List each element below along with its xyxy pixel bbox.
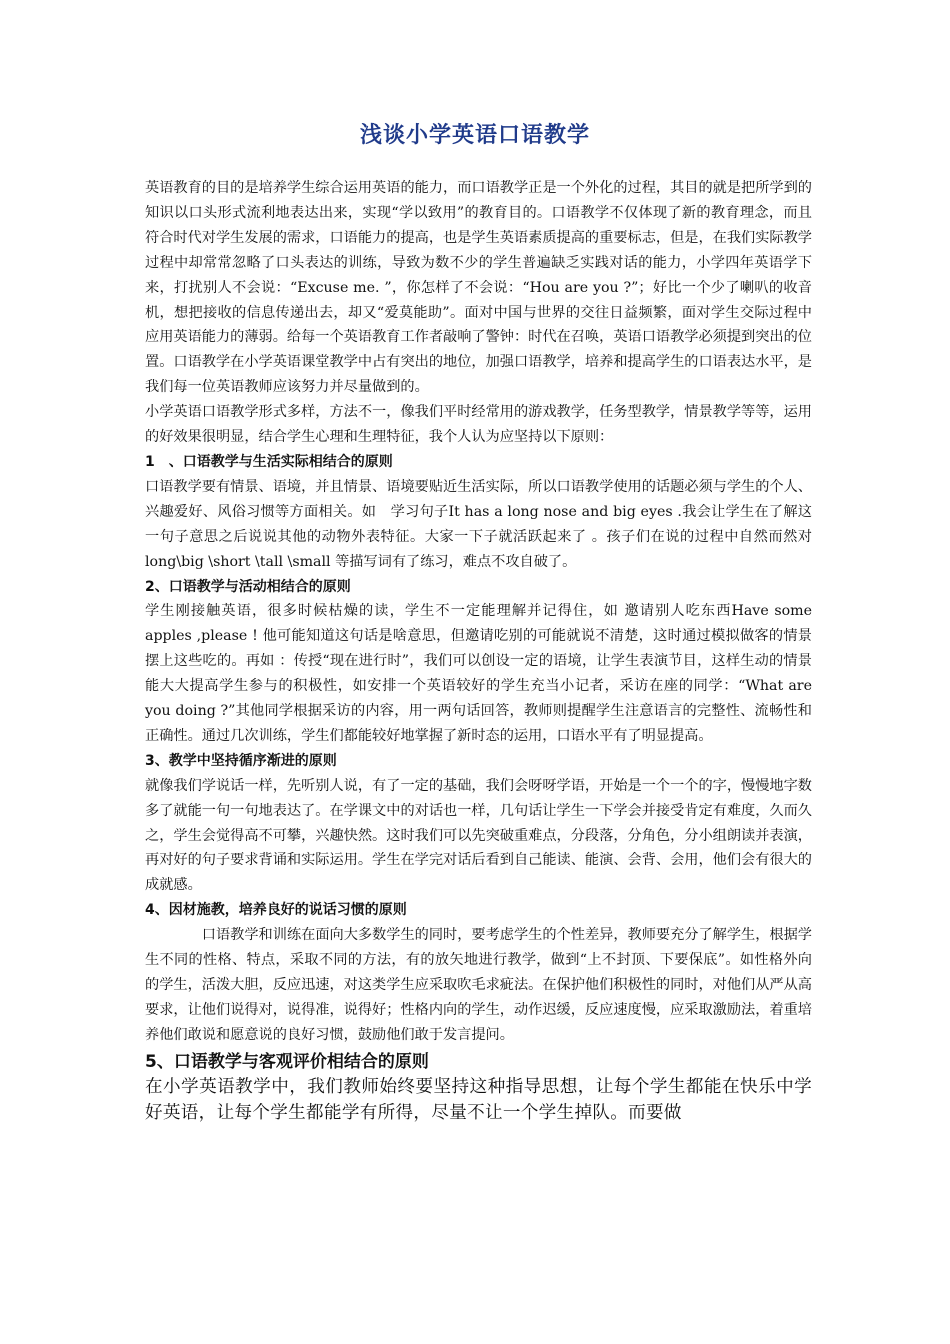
document-title: 浅谈小学英语口语教学 bbox=[359, 123, 590, 148]
intro-paragraph-2: 小学英语口语教学形式多样，方法不一，像我们平时经常用的游戏教学，任务型教学，情景教学等等，运用的好效果很明显，结合学生心理和生理特征，我个人认为应坚持以下原则： bbox=[145, 404, 812, 446]
section-2-body: 学生刚接触英语，很多时候枯燥的读，学生不一定能理解并记得住，如 邀请别人吃东西Have some apples ,please ! 他可能知道这句话是啥意思，但邀请吃别的可能就说不清楚，这时通过模拟做客的情景 摆上这些吃的。再如 ：传授“现在进行时”，我们可以创设一定的语境，让学生表演节目，这样生动的情景能大大提高学生参与的积极性，如安排一个英语较好的学生充当小记者，采访在座的同学：“What are you doing ?”其他同学根据采访的内容，用一两句话回答，教师则提醒学生注意语言的完整性、流畅性和正确性。通过几次训练，学生们都能较好地掌握了新时态的运用，口语水平有了明显提高。 bbox=[145, 603, 812, 744]
section-1-heading: 1 、口语教学与生活实际相结合的原则 bbox=[145, 453, 393, 470]
section-5-heading: 5、口语教学与客观评价相结合的原则 bbox=[145, 1051, 429, 1072]
section-1-body: 口语教学要有情景、语境，并且情景、语境要贴近生活实际，所以口语教学使用的话题必须与学生的个人、兴趣爱好、风俗习惯等方面相关。如 学习句子It has a long nose and big eyes .我会让学生在了解这一句子意思之后说说其他的动物外表特征。大家一下子就活跃起来了 。孩子们在说的过程中自然而然对long\big \short \tall \small 等描写词有了练习，难点不攻自破了。 bbox=[145, 478, 812, 570]
section-2-heading: 2、口语教学与活动相结合的原则 bbox=[145, 578, 351, 595]
document-body bbox=[145, 176, 812, 1126]
section-3-heading: 3、教学中坚持循序渐进的原则 bbox=[145, 752, 337, 769]
section-5-body: 在小学英语教学中，我们教师始终要坚持这种指导思想，让每个学生都能在快乐中学好英语，让每个学生都能学有所得，尽量不让一个学生掉队。而要做 bbox=[145, 1076, 812, 1123]
section-4-body: 口语教学和训练在面向大多数学生的同时，要考虑学生的个性差异，教师要充分了解学生，根据学生不同的性格、特点，采取不同的方法，有的放矢地进行教学，做到“上不封顶、下要保底”。如性格外向的学生，活泼大胆，反应迅速，对这类学生应采取吹毛求疵法。在保护他们积极性的同时，对他们从严从高要求，让他们说得对，说得准，说得好；性格内向的学生，动作迟缓，反应速度慢，应采取激励法，着重培养他们敢说和愿意说的良好习惯，鼓励他们敢于发言提问。 bbox=[145, 927, 812, 1043]
intro-paragraph-1: 英语教育的目的是培养学生综合运用英语的能力，而口语教学正是一个外化的过程，其目的就是把所学到的知识以口头形式流利地表达出来，实现“学以致用”的教育目的。口语教学不仅体现了新的教育理念，而且符合时代对学生发展的需求，口语能力的提高，也是学生英语素质提高的重要标志，但是，在我们实际教学过程中却常常忽略了口头表达的训练，导致为数不少的学生普遍缺乏实践对话的能力，小学四年英语学下来，打扰别人不会说：“Excuse me. ”，你怎样了不会说：“Hou are you ?”；好比一个少了喇叭的收音机，想把接收的信息传递出去，却又“爱莫能助”。面对中国与世界的交往日益频繁，面对学生交际过程中应用英语能力的薄弱。给每一个英语教育工作者敲响了警钟：时代在召唤，英语口语教学必须提到突出的位置。口语教学在小学英语课堂教学中占有突出的地位，加强口语教学，培养和提高学生的口语表达水平，是我们每一位英语教师应该努力并尽量做到的。 bbox=[145, 180, 812, 396]
section-3-body: 就像我们学说话一样，先听别人说，有了一定的基础，我们会呀呀学语，开始是一个一个的字，慢慢地字数多了就能一句一句地表达了。在学课文中的对话也一样，几句话让学生一下学会并接受肯定有难度，久而久之，学生会觉得高不可攀，兴趣快然。这时我们可以先突破重难点，分段落，分角色，分小组朗读并表演，再对好的句子要求背诵和实际运用。学生在学完对话后看到自己能读、能演、会背、会用，他们会有很大的成就感。 bbox=[145, 777, 812, 894]
section-4-heading: 4、因材施教，培养良好的说话习惯的原则 bbox=[145, 902, 407, 919]
